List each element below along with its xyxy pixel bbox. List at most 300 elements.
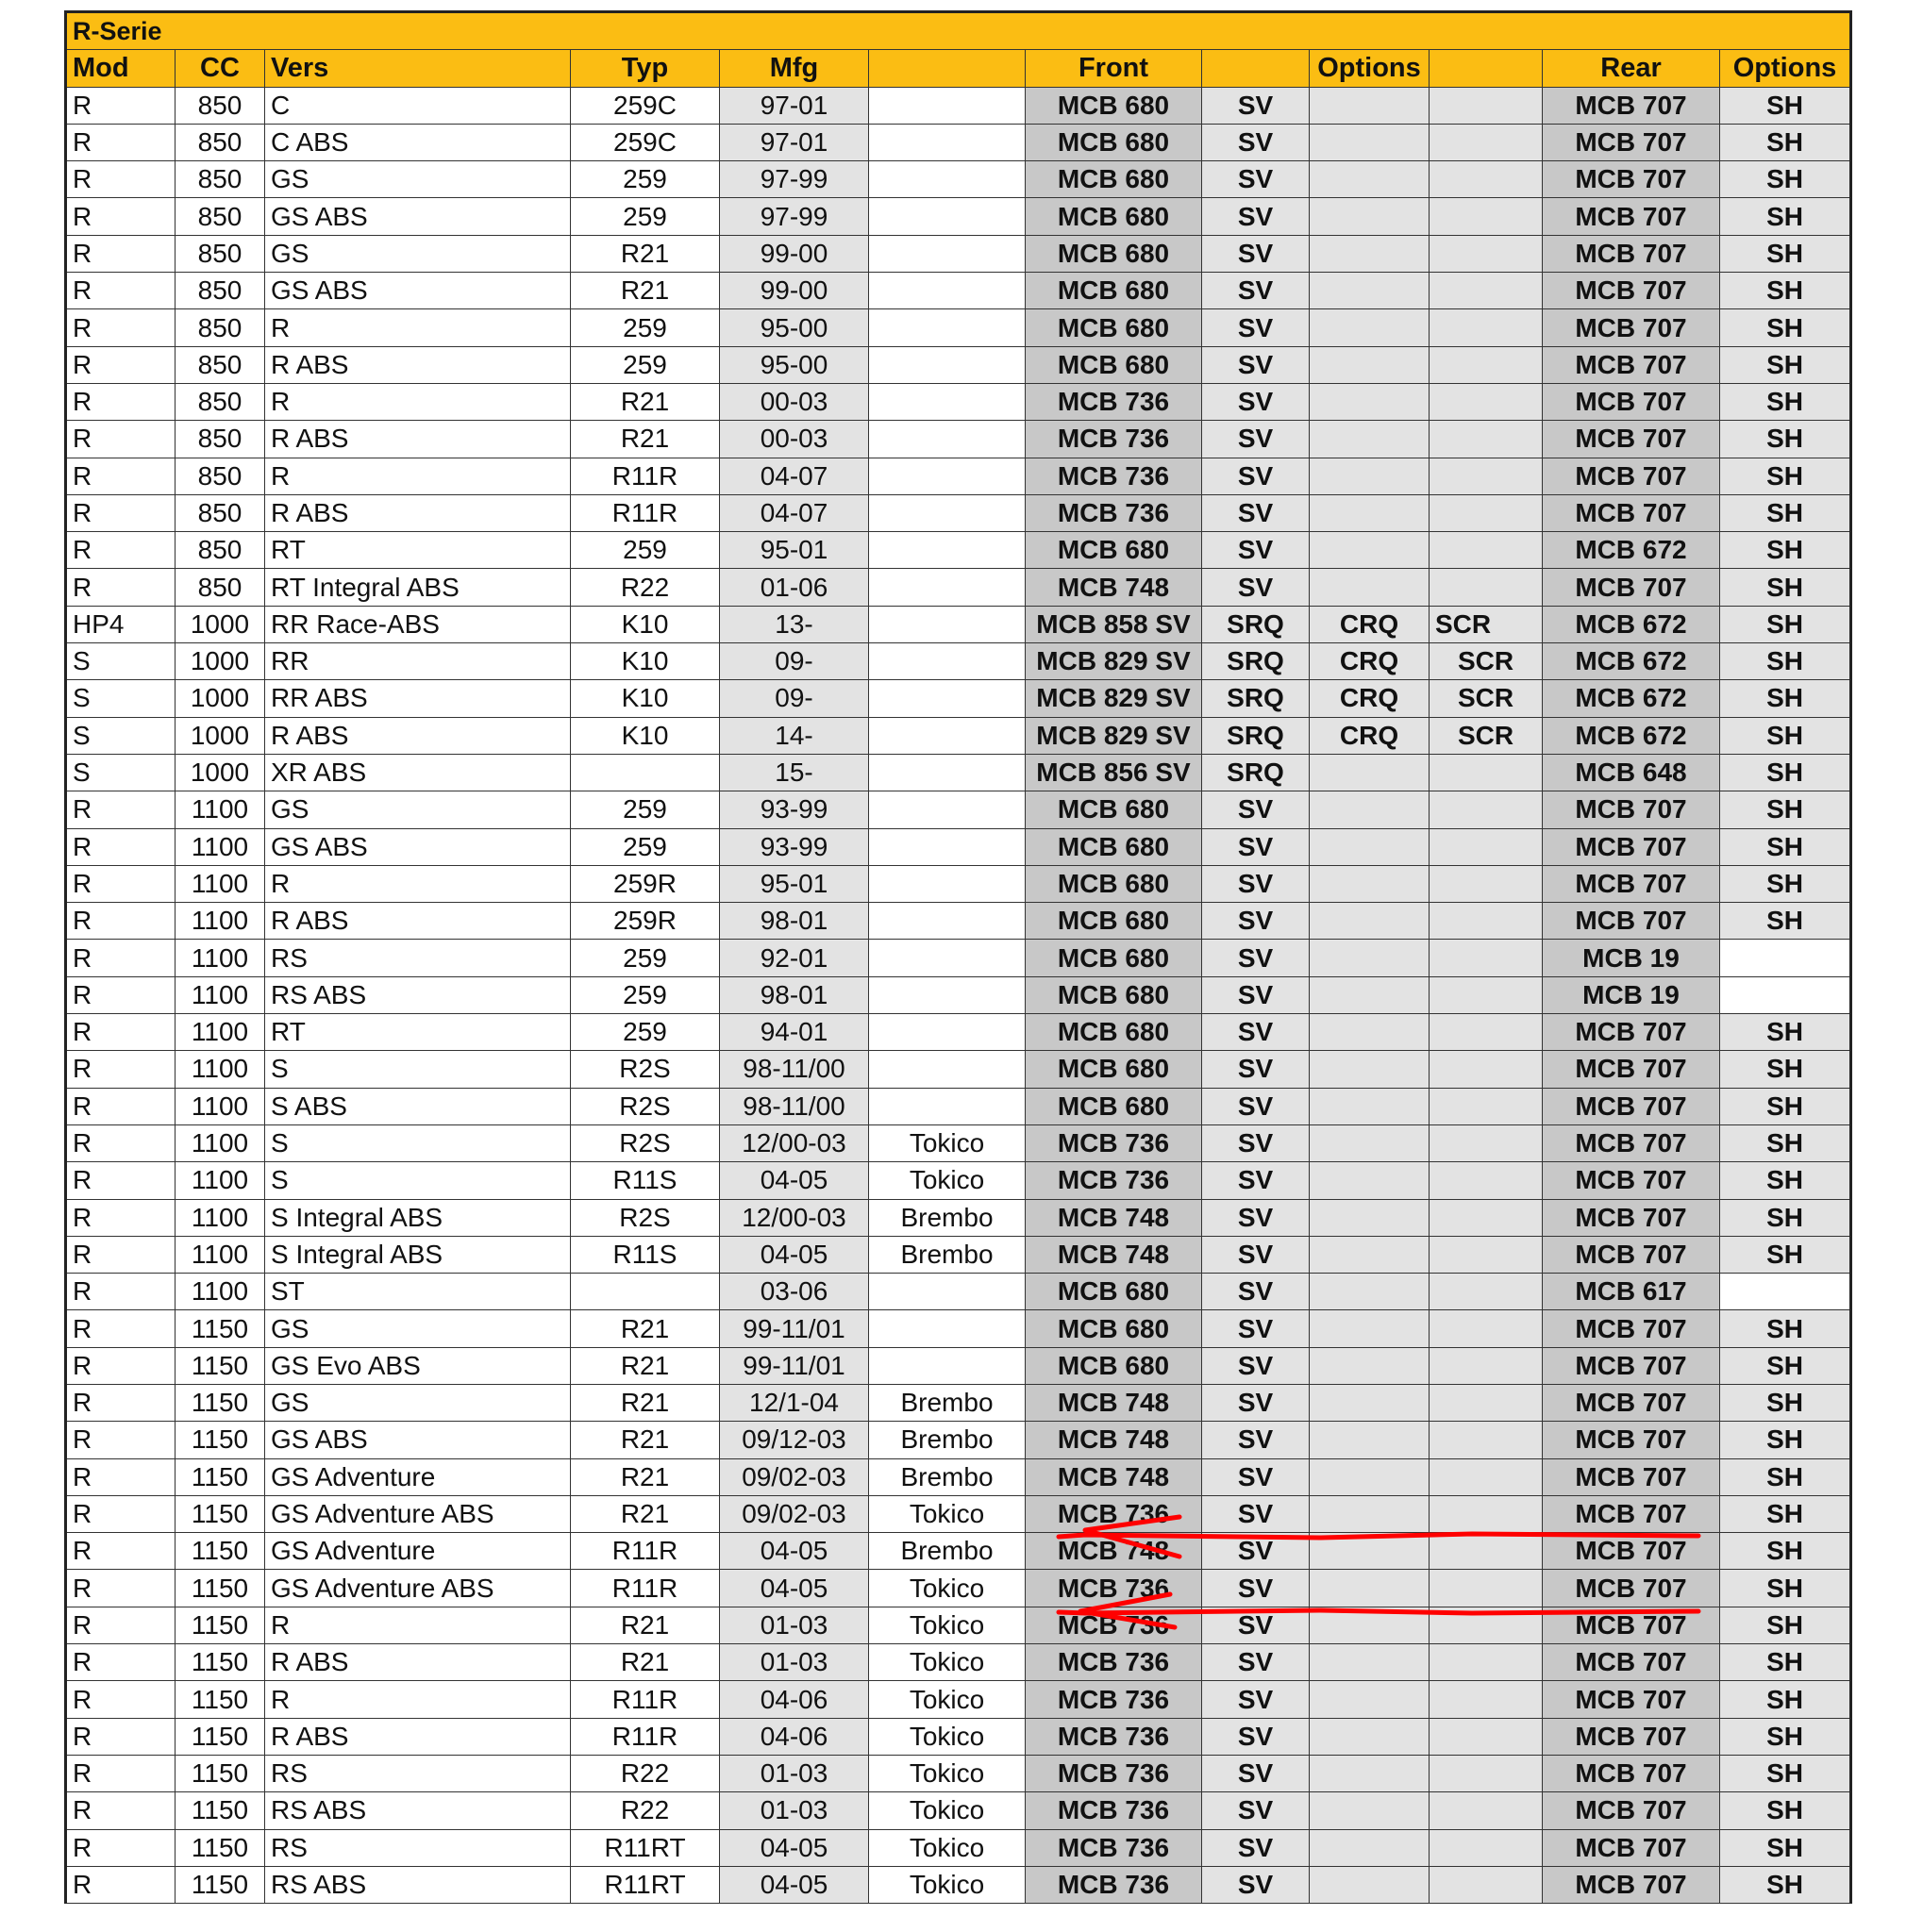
cell-option-1: SV — [1202, 494, 1310, 531]
cell-vers: R — [265, 1607, 571, 1643]
cell-rear-option: SH — [1720, 124, 1851, 160]
cell-mod: R — [66, 383, 176, 420]
cell-mfg: 95-01 — [720, 532, 869, 569]
table-row — [66, 1310, 1851, 1347]
cell-front: MCB 829 SV — [1026, 680, 1202, 717]
cell-brand — [869, 346, 1026, 383]
cell-vers: R — [265, 383, 571, 420]
cell-vers: S ABS — [265, 1088, 571, 1124]
cell-rear-option: SH — [1720, 532, 1851, 569]
cell-rear-option: SH — [1720, 1051, 1851, 1088]
cell-vers: RS ABS — [265, 1792, 571, 1829]
cell-cc: 1100 — [176, 828, 265, 865]
cell-mfg: 99-00 — [720, 273, 869, 309]
cell-option-1: SV — [1202, 458, 1310, 494]
cell-typ: R2S — [571, 1124, 720, 1161]
cell-rear: MCB 707 — [1543, 235, 1720, 272]
cell-option-3 — [1430, 1495, 1543, 1532]
cell-front: MCB 829 SV — [1026, 717, 1202, 754]
cell-brand — [869, 865, 1026, 902]
cell-cc: 1100 — [176, 903, 265, 940]
cell-rear: MCB 707 — [1543, 458, 1720, 494]
cell-option-1: SV — [1202, 1199, 1310, 1236]
cell-mfg: 93-99 — [720, 791, 869, 828]
table-row — [66, 1162, 1851, 1199]
sheet-title: R-Serie — [66, 12, 1851, 50]
cell-rear: MCB 707 — [1543, 346, 1720, 383]
cell-mod: R — [66, 1755, 176, 1791]
cell-option-3 — [1430, 124, 1543, 160]
cell-option-3 — [1430, 1162, 1543, 1199]
cell-front: MCB 680 — [1026, 161, 1202, 198]
cell-vers: RR — [265, 643, 571, 680]
cell-vers: R ABS — [265, 346, 571, 383]
cell-mod: R — [66, 1718, 176, 1755]
cell-mod: S — [66, 643, 176, 680]
cell-vers: S — [265, 1051, 571, 1088]
cell-cc: 850 — [176, 494, 265, 531]
cell-brand: Brembo — [869, 1384, 1026, 1421]
cell-option-2 — [1310, 346, 1430, 383]
cell-front: MCB 748 — [1026, 1533, 1202, 1570]
cell-cc: 1000 — [176, 717, 265, 754]
cell-typ: 259 — [571, 828, 720, 865]
table-row — [66, 1422, 1851, 1458]
cell-mfg: 04-06 — [720, 1681, 869, 1718]
cell-option-3 — [1430, 976, 1543, 1013]
cell-cc: 1150 — [176, 1458, 265, 1495]
cell-cc: 1000 — [176, 680, 265, 717]
cell-vers: GS Adventure ABS — [265, 1495, 571, 1532]
table-row — [66, 940, 1851, 976]
cell-front: MCB 829 SV — [1026, 643, 1202, 680]
cell-brand — [869, 680, 1026, 717]
cell-rear-option: SH — [1720, 1829, 1851, 1866]
table-row — [66, 273, 1851, 309]
cell-option-1: SV — [1202, 1274, 1310, 1310]
parts-table — [64, 10, 1852, 1904]
cell-rear-option: SH — [1720, 1755, 1851, 1791]
cell-cc: 1100 — [176, 1162, 265, 1199]
cell-mod: R — [66, 124, 176, 160]
cell-typ: 259 — [571, 198, 720, 235]
cell-mfg: 09- — [720, 680, 869, 717]
cell-rear: MCB 707 — [1543, 1384, 1720, 1421]
cell-mfg: 04-07 — [720, 458, 869, 494]
cell-option-3 — [1430, 1051, 1543, 1088]
cell-front: MCB 680 — [1026, 791, 1202, 828]
cell-option-3 — [1430, 828, 1543, 865]
cell-rear: MCB 707 — [1543, 1347, 1720, 1384]
cell-front: MCB 736 — [1026, 458, 1202, 494]
cell-mod: R — [66, 976, 176, 1013]
cell-option-3: SCR — [1430, 606, 1543, 642]
cell-option-3 — [1430, 1347, 1543, 1384]
cell-option-1: SRQ — [1202, 643, 1310, 680]
cell-cc: 850 — [176, 346, 265, 383]
cell-option-2 — [1310, 87, 1430, 124]
cell-mfg: 04-05 — [720, 1570, 869, 1607]
cell-option-3 — [1430, 1310, 1543, 1347]
cell-brand — [869, 87, 1026, 124]
cell-option-3 — [1430, 865, 1543, 902]
cell-cc: 850 — [176, 273, 265, 309]
cell-rear-option: SH — [1720, 1533, 1851, 1570]
table-row — [66, 1718, 1851, 1755]
cell-option-1: SV — [1202, 1644, 1310, 1681]
cell-rear: MCB 707 — [1543, 421, 1720, 458]
cell-brand — [869, 309, 1026, 346]
cell-typ: R11S — [571, 1162, 720, 1199]
cell-rear-option: SH — [1720, 643, 1851, 680]
cell-mfg: 04-07 — [720, 494, 869, 531]
cell-option-1: SV — [1202, 940, 1310, 976]
cell-option-2 — [1310, 309, 1430, 346]
cell-brand — [869, 976, 1026, 1013]
cell-brand — [869, 643, 1026, 680]
cell-mfg: 98-01 — [720, 903, 869, 940]
cell-option-1: SV — [1202, 1681, 1310, 1718]
cell-option-2 — [1310, 569, 1430, 606]
cell-option-2: CRQ — [1310, 680, 1430, 717]
cell-option-3 — [1430, 1607, 1543, 1643]
cell-front: MCB 680 — [1026, 1051, 1202, 1088]
cell-option-3 — [1430, 1124, 1543, 1161]
cell-typ: R11R — [571, 1681, 720, 1718]
cell-option-1: SV — [1202, 346, 1310, 383]
cell-option-2 — [1310, 198, 1430, 235]
cell-mfg: 03-06 — [720, 1274, 869, 1310]
cell-option-3 — [1430, 1718, 1543, 1755]
cell-front: MCB 736 — [1026, 383, 1202, 420]
cell-vers: S — [265, 1162, 571, 1199]
cell-rear-option — [1720, 976, 1851, 1013]
cell-cc: 850 — [176, 161, 265, 198]
cell-vers: GS — [265, 235, 571, 272]
cell-option-3 — [1430, 458, 1543, 494]
cell-brand: Brembo — [869, 1199, 1026, 1236]
cell-mfg: 00-03 — [720, 421, 869, 458]
cell-typ: R21 — [571, 235, 720, 272]
cell-option-2 — [1310, 1570, 1430, 1607]
cell-rear: MCB 707 — [1543, 865, 1720, 902]
cell-brand — [869, 273, 1026, 309]
cell-brand — [869, 1310, 1026, 1347]
cell-option-3 — [1430, 87, 1543, 124]
cell-rear: MCB 707 — [1543, 1310, 1720, 1347]
cell-brand — [869, 383, 1026, 420]
cell-mfg: 97-99 — [720, 198, 869, 235]
cell-mfg: 04-05 — [720, 1236, 869, 1273]
cell-cc: 1100 — [176, 865, 265, 902]
cell-option-1: SV — [1202, 865, 1310, 902]
cell-cc: 1150 — [176, 1570, 265, 1607]
cell-brand — [869, 161, 1026, 198]
cell-rear-option: SH — [1720, 235, 1851, 272]
table-row — [66, 1458, 1851, 1495]
cell-rear: MCB 707 — [1543, 1533, 1720, 1570]
cell-mod: R — [66, 1607, 176, 1643]
table-row — [66, 791, 1851, 828]
cell-option-3 — [1430, 235, 1543, 272]
cell-option-2 — [1310, 494, 1430, 531]
cell-typ: 259 — [571, 532, 720, 569]
cell-front: MCB 736 — [1026, 1829, 1202, 1866]
cell-brand — [869, 754, 1026, 791]
cell-vers: S — [265, 1124, 571, 1161]
cell-rear-option — [1720, 1274, 1851, 1310]
cell-option-2 — [1310, 1384, 1430, 1421]
cell-rear-option: SH — [1720, 754, 1851, 791]
cell-mod: R — [66, 1014, 176, 1051]
cell-option-2 — [1310, 421, 1430, 458]
cell-typ: 259R — [571, 865, 720, 902]
cell-option-2 — [1310, 1866, 1430, 1903]
cell-mfg: 04-05 — [720, 1533, 869, 1570]
header-option-1 — [1202, 50, 1310, 87]
table-row — [66, 458, 1851, 494]
cell-option-2 — [1310, 1755, 1430, 1791]
cell-cc: 1100 — [176, 976, 265, 1013]
cell-option-1: SV — [1202, 1792, 1310, 1829]
table-row — [66, 346, 1851, 383]
cell-front: MCB 680 — [1026, 346, 1202, 383]
cell-mfg: 95-00 — [720, 309, 869, 346]
cell-mfg: 94-01 — [720, 1014, 869, 1051]
cell-rear-option: SH — [1720, 717, 1851, 754]
cell-option-3 — [1430, 1644, 1543, 1681]
cell-typ: R21 — [571, 1384, 720, 1421]
cell-rear-option: SH — [1720, 273, 1851, 309]
cell-brand — [869, 717, 1026, 754]
cell-rear: MCB 707 — [1543, 1162, 1720, 1199]
cell-cc: 1100 — [176, 1274, 265, 1310]
cell-option-2 — [1310, 1274, 1430, 1310]
cell-mod: R — [66, 1495, 176, 1532]
cell-rear-option: SH — [1720, 1236, 1851, 1273]
cell-vers: RR ABS — [265, 680, 571, 717]
cell-option-1: SV — [1202, 1866, 1310, 1903]
table-row — [66, 1681, 1851, 1718]
cell-option-2 — [1310, 235, 1430, 272]
cell-mod: R — [66, 1866, 176, 1903]
cell-option-1: SV — [1202, 532, 1310, 569]
table-row — [66, 643, 1851, 680]
cell-rear: MCB 707 — [1543, 1495, 1720, 1532]
cell-vers: C ABS — [265, 124, 571, 160]
cell-option-2 — [1310, 1236, 1430, 1273]
table-row — [66, 1570, 1851, 1607]
cell-vers: GS Evo ABS — [265, 1347, 571, 1384]
cell-rear: MCB 707 — [1543, 1681, 1720, 1718]
cell-brand — [869, 198, 1026, 235]
cell-brand: Tokico — [869, 1124, 1026, 1161]
cell-vers: R ABS — [265, 717, 571, 754]
cell-cc: 1150 — [176, 1681, 265, 1718]
cell-rear: MCB 707 — [1543, 198, 1720, 235]
cell-rear: MCB 707 — [1543, 1236, 1720, 1273]
cell-front: MCB 680 — [1026, 309, 1202, 346]
cell-rear-option: SH — [1720, 198, 1851, 235]
cell-brand: Tokico — [869, 1570, 1026, 1607]
cell-front: MCB 856 SV — [1026, 754, 1202, 791]
cell-mod: R — [66, 1644, 176, 1681]
table-row — [66, 1829, 1851, 1866]
cell-mfg: 99-00 — [720, 235, 869, 272]
cell-cc: 1150 — [176, 1644, 265, 1681]
cell-rear-option: SH — [1720, 1681, 1851, 1718]
cell-typ: 259R — [571, 903, 720, 940]
table-row — [66, 1274, 1851, 1310]
cell-rear: MCB 648 — [1543, 754, 1720, 791]
cell-option-1: SV — [1202, 273, 1310, 309]
cell-mfg: 09/02-03 — [720, 1458, 869, 1495]
table-row — [66, 976, 1851, 1013]
cell-mfg: 14- — [720, 717, 869, 754]
cell-option-2 — [1310, 1458, 1430, 1495]
table-row — [66, 754, 1851, 791]
cell-mod: R — [66, 1792, 176, 1829]
cell-rear: MCB 707 — [1543, 1422, 1720, 1458]
cell-mod: R — [66, 1533, 176, 1570]
header-brand — [869, 50, 1026, 87]
cell-vers: GS Adventure — [265, 1533, 571, 1570]
cell-mfg: 12/00-03 — [720, 1199, 869, 1236]
cell-brand: Brembo — [869, 1236, 1026, 1273]
cell-vers: GS ABS — [265, 198, 571, 235]
cell-mod: R — [66, 1458, 176, 1495]
cell-option-1: SV — [1202, 828, 1310, 865]
cell-mfg: 97-99 — [720, 161, 869, 198]
cell-front: MCB 736 — [1026, 421, 1202, 458]
table-row — [66, 1495, 1851, 1532]
cell-vers: RS — [265, 1829, 571, 1866]
cell-front: MCB 680 — [1026, 903, 1202, 940]
cell-option-2 — [1310, 791, 1430, 828]
cell-option-1: SV — [1202, 1422, 1310, 1458]
cell-option-2 — [1310, 458, 1430, 494]
cell-vers: GS — [265, 1384, 571, 1421]
cell-mod: R — [66, 1310, 176, 1347]
cell-rear-option: SH — [1720, 1718, 1851, 1755]
cell-front: MCB 736 — [1026, 494, 1202, 531]
table-row — [66, 1236, 1851, 1273]
cell-option-2 — [1310, 828, 1430, 865]
cell-rear: MCB 707 — [1543, 791, 1720, 828]
header-option-2: Options — [1310, 50, 1430, 87]
cell-vers: R ABS — [265, 1644, 571, 1681]
cell-mod: R — [66, 1570, 176, 1607]
cell-vers: R — [265, 309, 571, 346]
cell-option-2 — [1310, 976, 1430, 1013]
cell-rear-option: SH — [1720, 161, 1851, 198]
cell-mfg: 97-01 — [720, 124, 869, 160]
cell-option-3 — [1430, 1792, 1543, 1829]
cell-vers: R — [265, 1681, 571, 1718]
cell-option-1: SV — [1202, 1051, 1310, 1088]
cell-option-3: SCR — [1430, 680, 1543, 717]
cell-vers: XR ABS — [265, 754, 571, 791]
cell-mod: R — [66, 1236, 176, 1273]
cell-rear: MCB 707 — [1543, 569, 1720, 606]
cell-brand: Tokico — [869, 1495, 1026, 1532]
cell-mod: R — [66, 1274, 176, 1310]
cell-vers: GS ABS — [265, 1422, 571, 1458]
cell-front: MCB 680 — [1026, 198, 1202, 235]
cell-mfg: 12/00-03 — [720, 1124, 869, 1161]
cell-option-3 — [1430, 940, 1543, 976]
cell-cc: 850 — [176, 124, 265, 160]
table-row — [66, 1533, 1851, 1570]
cell-mod: R — [66, 161, 176, 198]
cell-mfg: 09- — [720, 643, 869, 680]
cell-vers: GS Adventure ABS — [265, 1570, 571, 1607]
cell-front: MCB 680 — [1026, 1347, 1202, 1384]
cell-cc: 850 — [176, 458, 265, 494]
table-row — [66, 161, 1851, 198]
cell-typ: R22 — [571, 1792, 720, 1829]
cell-typ: R22 — [571, 569, 720, 606]
cell-option-3 — [1430, 494, 1543, 531]
table-row — [66, 494, 1851, 531]
cell-option-3 — [1430, 1014, 1543, 1051]
cell-front: MCB 736 — [1026, 1162, 1202, 1199]
cell-option-1: SV — [1202, 1310, 1310, 1347]
cell-mod: S — [66, 754, 176, 791]
cell-option-1: SV — [1202, 1014, 1310, 1051]
cell-option-3 — [1430, 161, 1543, 198]
cell-option-2 — [1310, 1829, 1430, 1866]
cell-mod: R — [66, 1088, 176, 1124]
cell-rear: MCB 707 — [1543, 1644, 1720, 1681]
cell-option-2 — [1310, 1607, 1430, 1643]
cell-option-3 — [1430, 309, 1543, 346]
cell-option-2 — [1310, 1681, 1430, 1718]
cell-mod: HP4 — [66, 606, 176, 642]
cell-front: MCB 680 — [1026, 976, 1202, 1013]
cell-cc: 1000 — [176, 643, 265, 680]
cell-rear-option: SH — [1720, 1384, 1851, 1421]
cell-brand: Tokico — [869, 1866, 1026, 1903]
cell-front: MCB 748 — [1026, 1458, 1202, 1495]
cell-brand — [869, 1014, 1026, 1051]
cell-rear-option: SH — [1720, 1422, 1851, 1458]
cell-typ: K10 — [571, 606, 720, 642]
header-typ: Typ — [571, 50, 720, 87]
cell-option-1: SV — [1202, 383, 1310, 420]
cell-option-3: SCR — [1430, 643, 1543, 680]
cell-mfg: 99-11/01 — [720, 1347, 869, 1384]
cell-typ: R2S — [571, 1088, 720, 1124]
table-row — [66, 1124, 1851, 1161]
cell-vers: RS — [265, 1755, 571, 1791]
cell-mfg: 13- — [720, 606, 869, 642]
cell-typ: R21 — [571, 1347, 720, 1384]
cell-option-1: SRQ — [1202, 606, 1310, 642]
cell-rear: MCB 707 — [1543, 1755, 1720, 1791]
header-row — [66, 50, 1851, 87]
table-row — [66, 87, 1851, 124]
cell-typ: R11R — [571, 1718, 720, 1755]
cell-rear: MCB 707 — [1543, 1199, 1720, 1236]
cell-option-2 — [1310, 1051, 1430, 1088]
cell-brand — [869, 1051, 1026, 1088]
cell-option-3 — [1430, 1866, 1543, 1903]
cell-option-3 — [1430, 1829, 1543, 1866]
cell-option-2 — [1310, 1162, 1430, 1199]
cell-mod: R — [66, 421, 176, 458]
cell-typ: R11R — [571, 458, 720, 494]
